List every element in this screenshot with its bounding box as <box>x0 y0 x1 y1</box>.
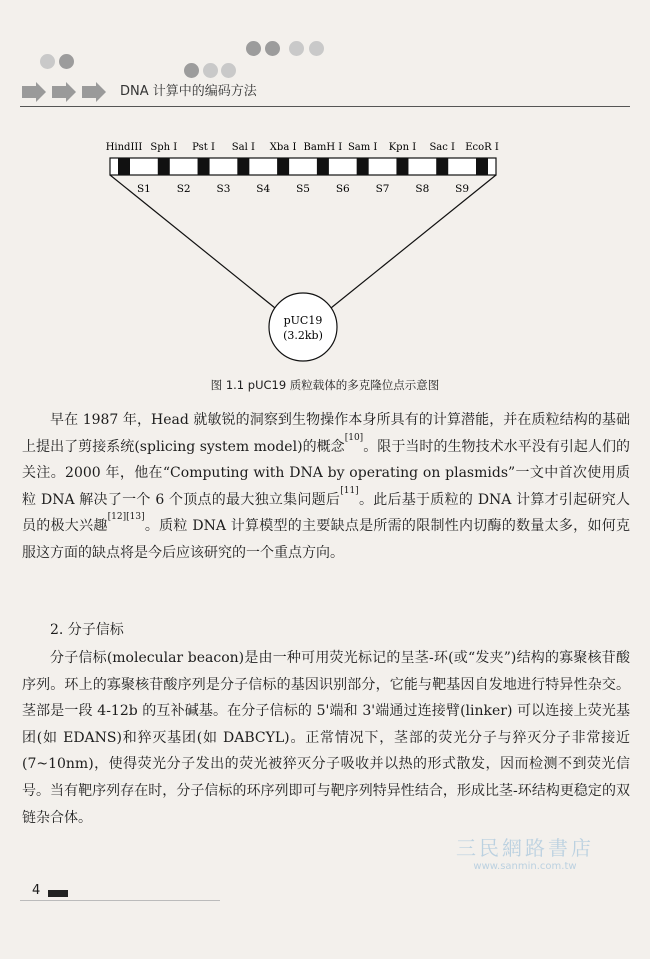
restriction-site-block <box>317 158 329 175</box>
restriction-site-block <box>118 158 130 175</box>
enzyme-label: BamH I <box>303 142 343 153</box>
restriction-site-block <box>476 158 488 175</box>
enzyme-label: Sam I <box>347 142 378 153</box>
restriction-site-block <box>357 158 369 175</box>
running-header-title: DNA 计算中的编码方法 <box>120 84 257 99</box>
enzyme-label: Sph I <box>150 142 178 153</box>
restriction-site-block <box>237 158 249 175</box>
enzyme-label: Kpn I <box>388 142 417 153</box>
triangle-right-edge <box>326 175 496 312</box>
header-rule <box>20 106 630 107</box>
bookstore-watermark: 三民網路書店 www.sanmin.com.tw <box>456 836 594 872</box>
enzyme-label: Sal I <box>231 142 255 153</box>
paragraph-molecular-beacon: 分子信标(molecular beacon)是由一种可用荧光标记的呈茎-环(或“发夹”)结构的寡聚核苷酸序列。环上的寡聚核苷酸序列是分子信标的基因识别部分，它能与靶基因自发地进行特异性杂交。茎部是一段 4-12b 的互补碱基。在分子信标的 5'端和 3'端通过连接臂(linker) 可以连接上荧光基团(如 EDANS)和猝灭基团(如 DABCYL)。正常情况下，茎部的荧光分子与猝灭分子非常接近(7~10nm)，使得荧光分子发出的荧光被猝灭分子吸收并以热的形式散发，因而检测不到荧光信号。当有靶序列存在时，分子信标的环序列即可与靶序列特异性结合，形成比茎-环结构更稳定的双链杂合体。 <box>22 650 630 826</box>
figure-caption: 图 1.1 pUC19 质粒载体的多克隆位点示意图 <box>210 378 440 392</box>
paragraph-plasmid-history: 早在 1987 年，Head 就敏锐的洞察到生物操作本身所具有的计算潜能，并在质粒结构的基础上提出了剪接系统(splicing system model)的概念[10]。限于当时的生物技术水平没有引起人们的关注。2000 年，他在“Computing with DNA by operating on plasmids”一文中首次使用质粒 DNA 解决了一个 6 个顶点的最大独立集问题后[11]。此后基于质粒的 DNA 计算才引起研究人员的极大兴趣[12][13]。质粒 DNA 计算模型的主要缺点是所需的限制性内切酶的数量太多，如何克服这方面的缺点将是今后应该研究的一个重点方向。 <box>22 412 631 561</box>
site-label: S1 <box>136 183 151 195</box>
restriction-site-block <box>436 158 448 175</box>
site-label: S4 <box>256 183 271 195</box>
triangle-left-edge <box>110 175 280 312</box>
site-label: S6 <box>335 183 350 195</box>
plasmid-circle <box>269 293 337 361</box>
site-label: S9 <box>455 183 470 195</box>
footer-rule <box>20 900 220 901</box>
citation-ref: [11] <box>340 485 359 496</box>
site-label: S8 <box>415 183 430 195</box>
enzyme-label: Sac I <box>429 142 455 153</box>
site-label: S7 <box>375 183 390 195</box>
site-label: S2 <box>176 183 191 195</box>
page-number: 4 <box>32 883 41 898</box>
restriction-site-block <box>198 158 210 175</box>
page-number-bar <box>48 890 68 897</box>
citation-ref: [10] <box>344 432 364 443</box>
plasmid-name: pUC19 <box>283 314 323 327</box>
site-label: S5 <box>296 183 310 195</box>
site-label: S3 <box>216 183 231 195</box>
enzyme-label: Pst I <box>192 142 215 153</box>
restriction-site-block <box>277 158 289 175</box>
enzyme-label: Xba I <box>269 142 297 153</box>
citation-ref: [12][13] <box>107 512 145 523</box>
plasmid-figure <box>0 130 650 400</box>
restriction-site-block <box>158 158 170 175</box>
enzyme-label: HindIII <box>105 142 143 153</box>
plasmid-size: (3.2kb) <box>283 329 323 342</box>
multiple-cloning-site-strip <box>110 158 496 175</box>
restriction-site-block <box>396 158 408 175</box>
section-heading-molecular-beacon: 2. 分子信标 <box>50 622 124 638</box>
enzyme-label: EcoR I <box>465 142 499 153</box>
